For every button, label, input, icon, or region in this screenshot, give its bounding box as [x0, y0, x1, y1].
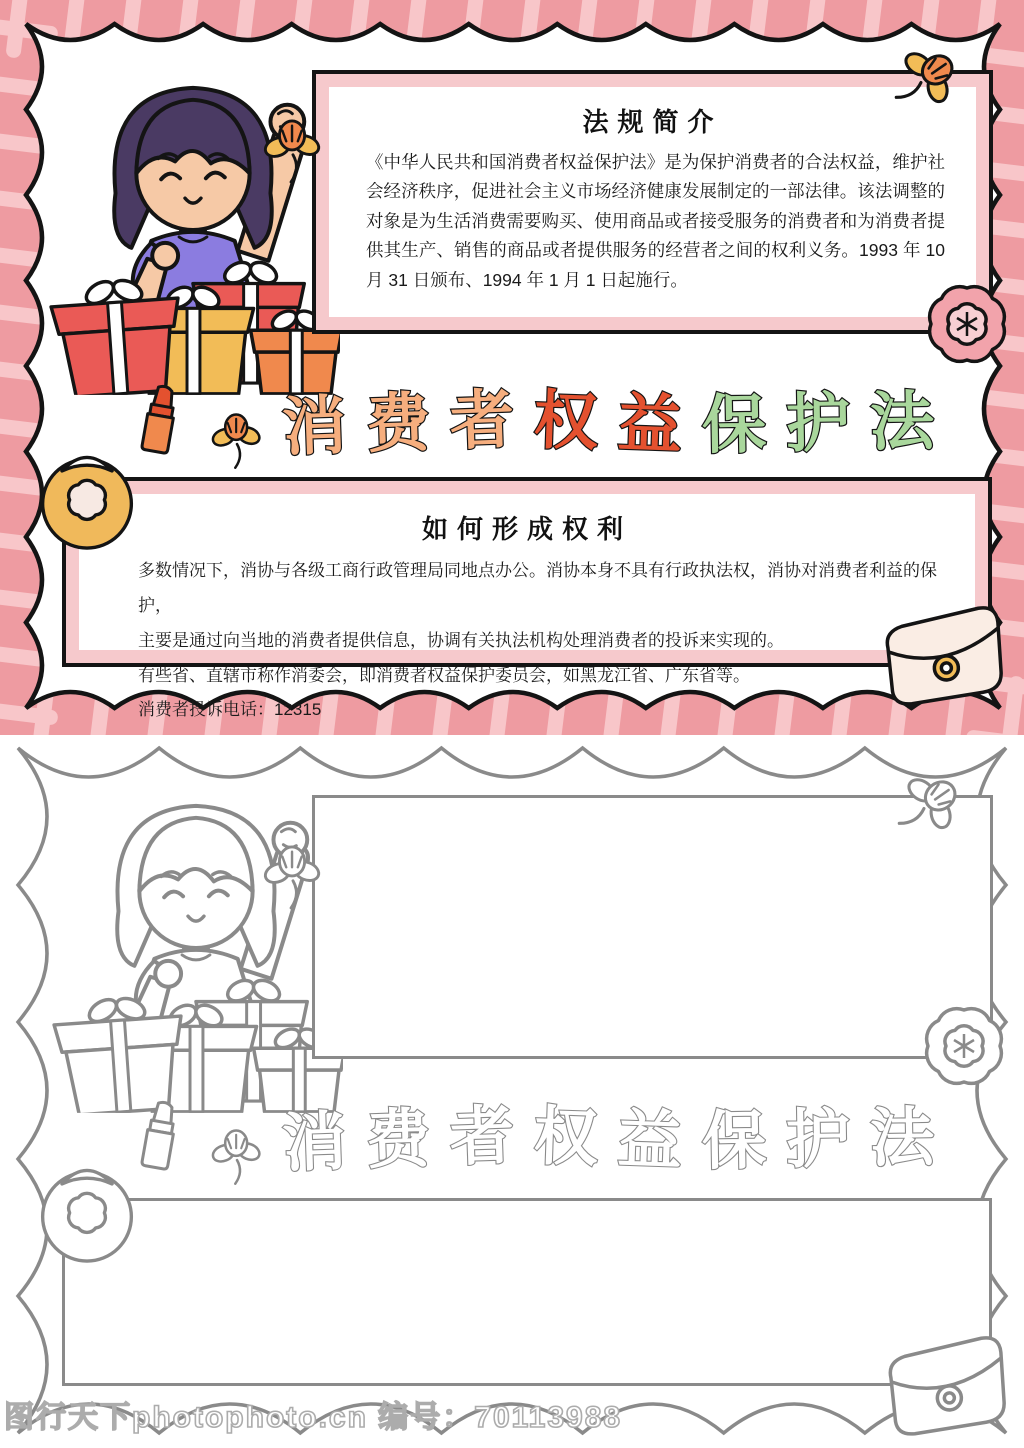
main-title-segment: 消费者 [280, 1098, 536, 1180]
girl-with-gifts-illustration [42, 52, 340, 395]
intro-box [312, 70, 993, 334]
flower-icon [210, 406, 264, 472]
main-title-segment: 保护法 [701, 384, 955, 462]
rights-box-title: 如何形成权利 [421, 514, 632, 544]
intro-box-title: 法规简介 [582, 107, 723, 137]
intro-box-empty [312, 795, 993, 1059]
main-title-segment: 权益 [532, 384, 704, 462]
main-title [282, 372, 954, 464]
rights-line: 有些省、直辖市称作消委会，即消费者权益保护委员会，如黑龙江省、广东省等。 [138, 665, 750, 685]
main-title-segment: 权益 [532, 1100, 704, 1178]
peony-flower-icon [908, 990, 1020, 1102]
lipstick-icon [138, 1098, 184, 1172]
rights-line: 主要是通过向当地的消费者提供信息，协调有关执法机构处理消费者的投诉来实现的。 [138, 630, 784, 650]
main-title-segment: 消费者 [280, 382, 536, 464]
round-bag-icon [33, 1153, 141, 1265]
rights-line: 消费者投诉电话：12315 [138, 700, 322, 720]
flower-icon [210, 1122, 264, 1188]
intro-box-body: 《中华人民共和国消费者权益保护法》是为保护消费者的合法权益，维护社会经济秩序，促进社会主义市场经济健康发展制定的一部法律。该法调整的对象是为生活消费需要购买、使用商品或者接受服务的消费者和为消费者提供其生产、销售的商品或者提供服务的经营者之间的权利义务。1993 年 10 月 31 日颁布、1994 年 1 月 1 日起施行。 [366, 152, 945, 290]
handbag-icon [870, 593, 1021, 717]
site-watermark: 图行天下photophoto.cn 编号：70113988 [4, 1401, 623, 1434]
handbag-icon [873, 1323, 1024, 1447]
peony-flower-icon [911, 268, 1023, 380]
main-title-segment: 保护法 [701, 1100, 955, 1178]
rights-line: 多数情况下，消协与各级工商行政管理局同地点办公。消协本身不具有行政执法权，消协对消费者利益的保护， [138, 561, 937, 615]
main-title-outline [282, 1088, 954, 1180]
lipstick-icon [138, 382, 184, 456]
rights-box-empty [62, 1198, 992, 1386]
lineart-poster [0, 738, 1024, 1448]
girl-with-gifts-outline [45, 770, 343, 1113]
round-bag-icon [33, 440, 141, 552]
rights-box [62, 477, 992, 720]
flower-icon [262, 838, 324, 912]
flower-icon [262, 112, 324, 186]
